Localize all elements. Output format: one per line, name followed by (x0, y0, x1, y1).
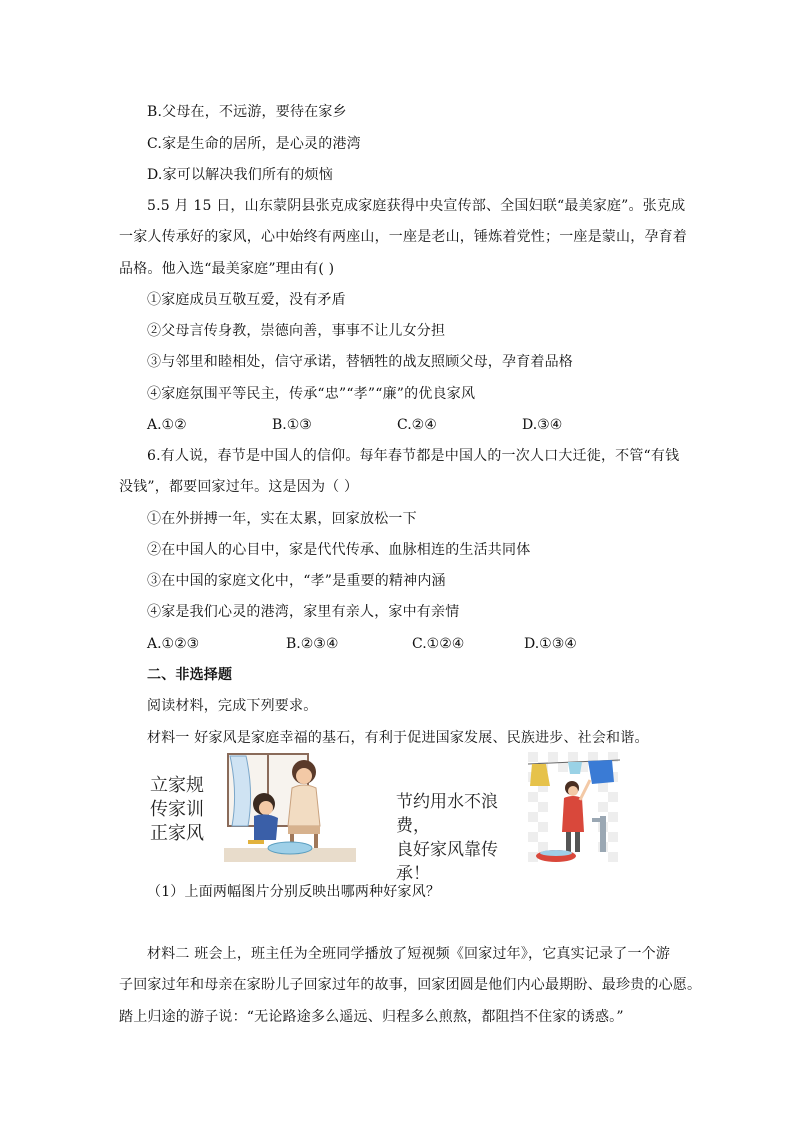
q6-item-2: ②在中国人的心目中，家是代代传承、血脉相连的生活共同体 (147, 542, 531, 558)
q6-item-4: ④家是我们心灵的港湾，家里有亲人，家中有亲情 (147, 604, 460, 620)
q6-choice-b: B.②③④ (286, 636, 339, 652)
q5-item-4: ④家庭氛围平等民主，传承“忠”“孝”“廉”的优良家风 (147, 386, 476, 402)
pic2-caption-line1: 节约用水不浪费， (396, 792, 498, 836)
pic1-caption (150, 774, 210, 846)
material1-text: 材料一 好家风是家庭幸福的基石，有利于促进国家发展、民族进步、社会和谐。 (147, 730, 649, 746)
pic1-caption-line3: 正家风 (150, 823, 204, 844)
q6-stem-line1: 6.有人说，春节是中国人的信仰。每年春节都是中国人的一次人口大迁徙，不管“有钱 (147, 448, 680, 464)
q5-stem-line3: 品格。他入选“最美家庭”理由有( ) (119, 261, 335, 277)
question1-text: （1）上面两幅图片分别反映出哪两种好家风？ (147, 884, 441, 900)
material2-line2: 子回家过年和母亲在家盼儿子回家过年的故事，回家团圆是他们内心最期盼、最珍贵的心愿。 (119, 977, 702, 993)
water-saving-drawing (528, 752, 620, 870)
q5-item-3: ③与邻里和睦相处，信守承诺，替牺牲的战友照顾父母，孕育着品格 (147, 354, 573, 370)
illustration-family-rules (150, 752, 356, 862)
pic2-caption (396, 790, 526, 886)
q5-stem-line2: 一家人传承好的家风，心中始终有两座山，一座是老山，锤炼着党性；一座是蒙山，孕育着 (119, 229, 687, 245)
q5-item-1: ①家庭成员互敬互爱，没有矛盾 (147, 292, 346, 308)
q5-choice-b: B.①③ (272, 417, 312, 433)
q4-option-c: C.家是生命的居所，是心灵的港湾 (147, 136, 361, 152)
q5-choice-c: C.②④ (397, 417, 437, 433)
pic1-caption-line1: 立家规 (150, 775, 204, 796)
section2-instruction: 阅读材料，完成下列要求。 (147, 698, 318, 714)
q5-choice-d: D.③④ (522, 417, 563, 433)
q6-choice-a: A.①②③ (147, 636, 200, 652)
material2-line1: 材料二 班会上，班主任为全班同学播放了短视频《回家过年》，它真实记录了一个游 (147, 946, 671, 962)
q6-choice-d: D.①③④ (524, 636, 577, 652)
pic1-caption-line2: 传家训 (150, 799, 204, 820)
section2-title: 二、非选择题 (147, 667, 233, 683)
q6-choice-c: C.①②④ (412, 636, 465, 652)
pic2-caption-line2: 良好家风靠传承！ (396, 840, 498, 884)
q4-option-b: B.父母在，不远游，要待在家乡 (147, 104, 347, 120)
q6-item-3: ③在中国的家庭文化中，“孝”是重要的精神内涵 (147, 573, 446, 589)
q5-choice-a: A.①② (147, 417, 187, 433)
q5-item-2: ②父母言传身教，崇德向善，事事不让儿女分担 (147, 323, 446, 339)
q6-item-1: ①在外拼搏一年，实在太累，回家放松一下 (147, 511, 417, 527)
foot-washing-drawing (224, 752, 356, 862)
q6-stem-line2: 没钱”，都要回家过年。这是因为（ ） (119, 479, 359, 495)
material2-line3: 踏上归途的游子说：“无论路途多么遥远、归程多么煎熬，都阻挡不住家的诱惑。” (119, 1009, 624, 1025)
q5-stem-line1: 5.5 月 15 日，山东蒙阴县张克成家庭获得中央宣传部、全国妇联“最美家庭”。张克成 (147, 198, 686, 214)
q4-option-d: D.家可以解决我们所有的烦恼 (147, 167, 333, 183)
